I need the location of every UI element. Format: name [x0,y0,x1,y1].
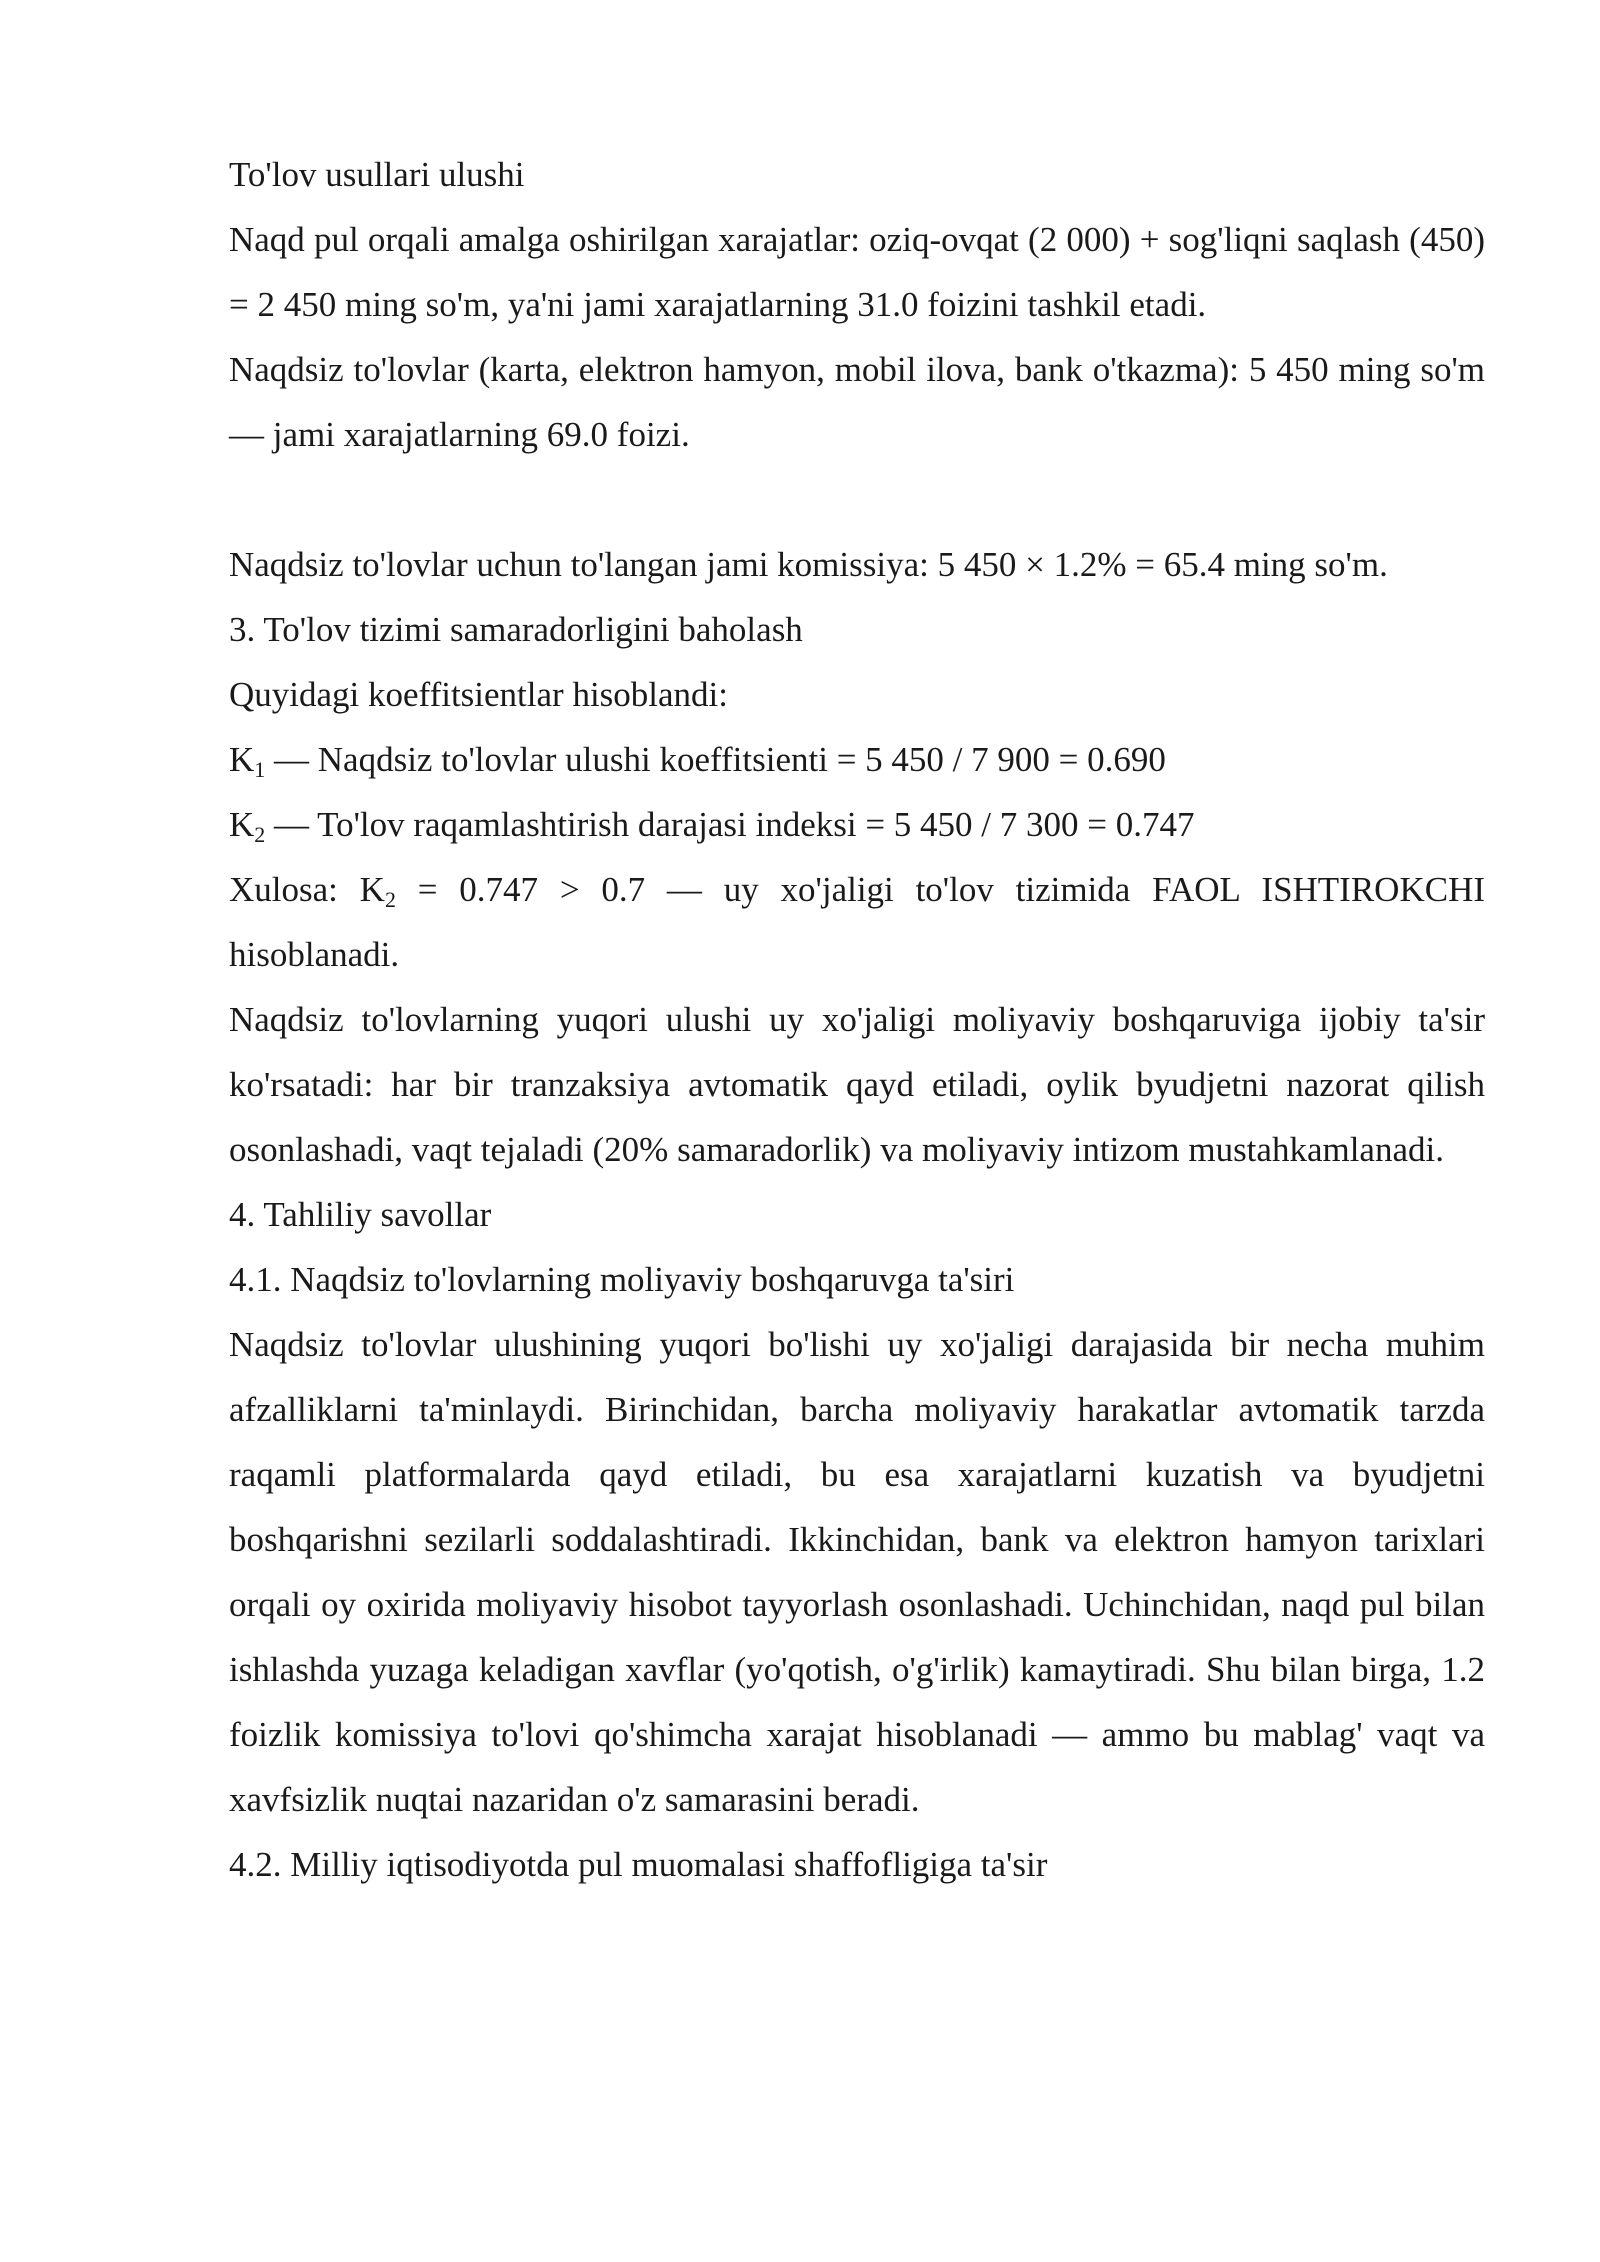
document-page [229,142,1485,1897]
coefficients-intro: Quyidagi koeffitsientlar hisoblandi: [229,675,728,714]
section-4-1-paragraph: Naqdsiz to'lovlar ulushining yuqori bo'lishi uy xo'jaligi darajasida bir necha muhim afzalliklarni ta'minlaydi. Birinchidan, barcha moliyaviy harakatlar avtomatik tarzda raqamli platformalarda qayd etiladi, bu esa xarajatlarni kuzatish va byudjetni boshqarishni sezilarli soddalashtiradi. Ikkinchidan, bank va elektron hamyon tarixlari orqali oy oxirida moliyaviy hisobot tayyorlash osonlashadi. Uchinchidan, naqd pul bilan ishlashda yuzaga keladigan xavflar (yo'qotish, o'g'irlik) kamaytiradi. Shu bilan birga, 1.2 foizlik komissiya to'lovi qo'shimcha xarajat hisoblanadi — ammo bu mablag' vaqt va xavfsizlik nuqtai nazaridan o'z samarasini beradi. [229,1325,1485,1819]
k1-coefficient-line [229,727,1485,792]
commission-line: Naqdsiz to'lovlar uchun to'langan jami komissiya: 5 450 × 1.2% = 65.4 ming so'm. [229,545,1388,584]
k2-subscript: 2 [254,822,266,847]
blank-line [229,467,1485,532]
k2-text: — To'lov raqamlashtirish darajasi indeksi = 5 450 / 7 300 = 0.747 [265,805,1195,844]
conclusion-subscript: 2 [384,887,396,912]
cash-payments-paragraph: Naqd pul orqali amalga oshirilgan xarajatlar: oziq-ovqat (2 000) + sog'liqni saqlash (450) = 2 450 ming so'm, ya'ni jami xarajatlarning 31.0 foizini tashkil etadi. [229,220,1485,324]
conclusion-text: = 0.747 > 0.7 — uy xo'jaligi to'lov tizimida FAOL ISHTIROKCHI hisoblanadi. [229,870,1486,974]
conclusion-prefix: Xulosa: K [229,870,385,909]
conclusion-paragraph [229,857,1485,987]
k1-text: — Naqdsiz to'lovlar ulushi koeffitsienti = 5 450 / 7 900 = 0.690 [265,740,1166,779]
k1-symbol: K [229,740,255,779]
cashless-payments-paragraph: Naqdsiz to'lovlar (karta, elektron hamyon, mobil ilova, bank o'tkazma): 5 450 ming so'm — jami xarajatlarning 69.0 foizi. [229,350,1485,454]
k2-coefficient-line [229,792,1485,857]
section-4-1-heading: 4.1. Naqdsiz to'lovlarning moliyaviy boshqaruvga ta'siri [229,1260,1015,1299]
section-4-heading: 4. Tahliliy savollar [229,1195,492,1234]
k1-subscript: 1 [254,757,266,782]
impact-paragraph: Naqdsiz to'lovlarning yuqori ulushi uy xo'jaligi moliyaviy boshqaruviga ijobiy ta'sir ko'rsatadi: har bir tranzaksiya avtomatik qayd etiladi, oylik byudjetni nazorat qilish osonlashadi, vaqt tejaladi (20% samaradorlik) va moliyaviy intizom mustahkamlanadi. [229,1000,1485,1169]
section-4-2-heading: 4.2. Milliy iqtisodiyotda pul muomalasi shaffofligiga ta'sir [229,1845,1048,1884]
section-3-heading: 3. To'lov tizimi samaradorligini baholash [229,610,803,649]
k2-symbol: K [229,805,255,844]
payment-share-heading: To'lov usullari ulushi [229,155,525,194]
